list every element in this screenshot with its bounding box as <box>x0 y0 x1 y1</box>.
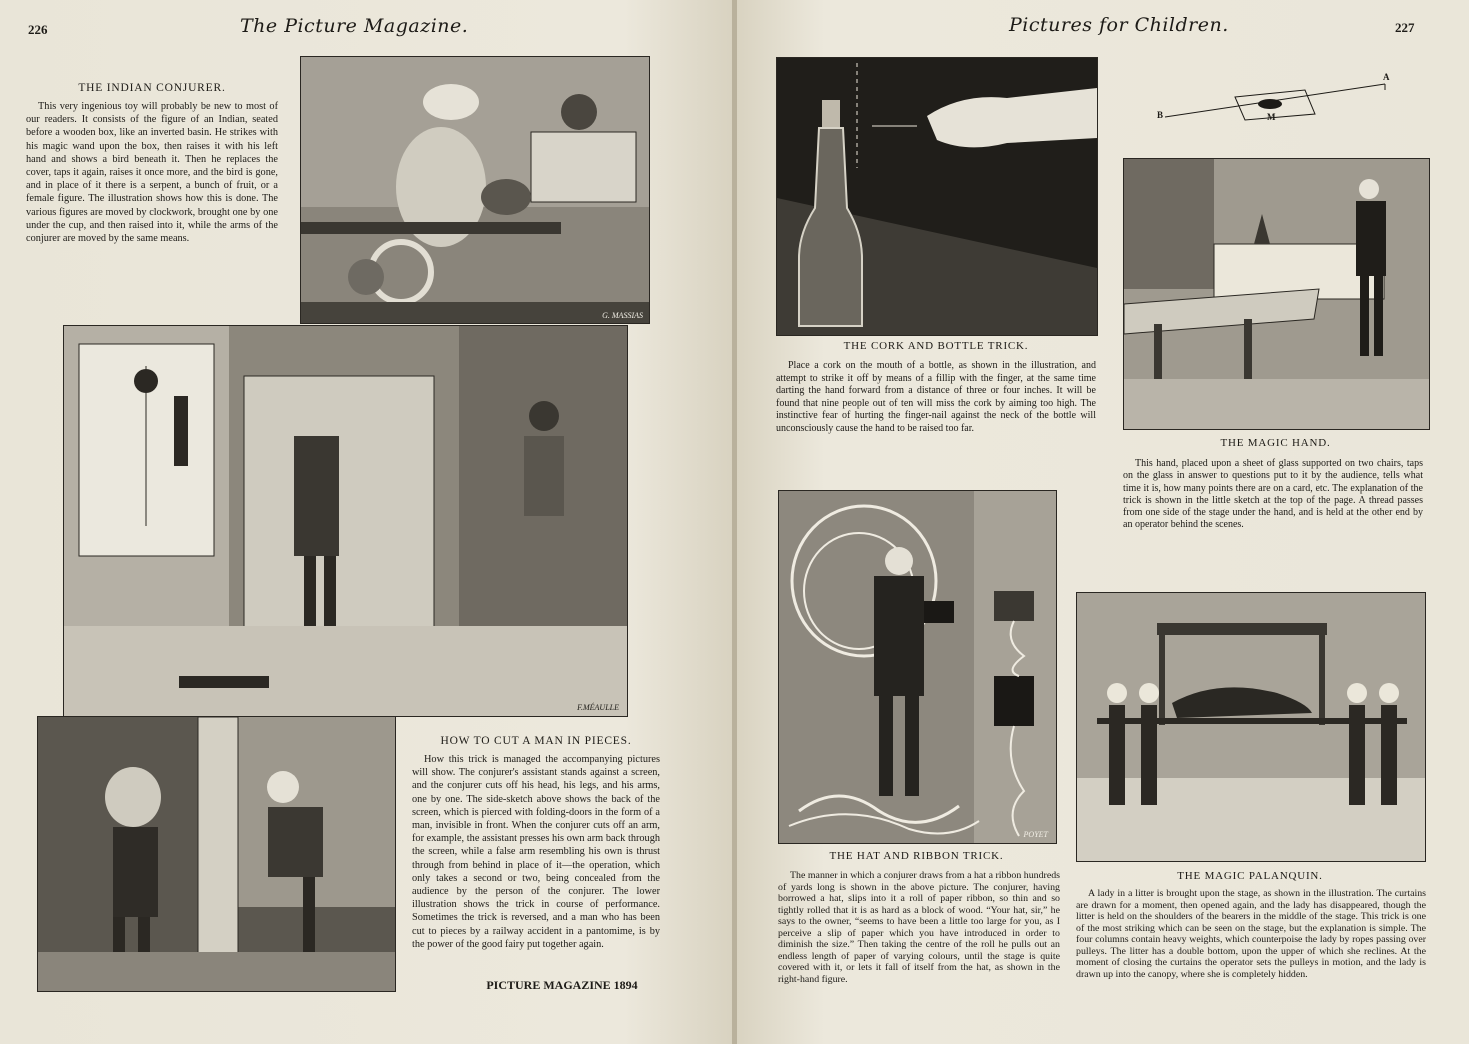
sketch-label-b: B <box>1157 110 1164 120</box>
right-page <box>737 0 1469 1044</box>
cut-man-heading: HOW TO CUT A MAN IN PIECES. <box>440 735 632 747</box>
performance-engraving <box>38 717 395 991</box>
cut-man-body: How this trick is managed the accompanying pictures will show. The conjurer's assistant stands against a screen, and the conjurer cuts off his head, his legs, and his arms, one by one. The side-sketch above shows the back of the screen, which is pierced with folding-doors in the form of a man, invisible in front. When the conjurer cuts off an arm, for example, the assistant presses his own arm back through the screen, while a false arm resembling his own is thrust through from behind in place of it—the operation, which only takes a second or two, being concealed from the audience by the person of the conjurer. The lower illustration shows the trick in course of performance. Sometimes the trick is reversed, and a man who has been cut to pieces by a railway accident in a pantomime, is by the power of the good fairy put together again. <box>412 754 660 950</box>
palanquin-caption: THE MAGIC PALANQUIN. <box>1177 870 1323 882</box>
sketch-label-m: M <box>1267 112 1276 122</box>
hat-ribbon-caption: THE HAT AND RIBBON TRICK. <box>829 850 1004 862</box>
cork-bottle-engraving <box>777 58 1097 335</box>
magic-hand-caption: THE MAGIC HAND. <box>1220 437 1331 449</box>
man-in-pieces-signature: F.MÉAULLE <box>577 703 619 712</box>
magic-hand-engraving <box>1124 159 1429 429</box>
cork-bottle-illustration <box>776 57 1098 336</box>
palanquin-engraving <box>1077 593 1425 861</box>
palanquin-body: A lady in a litter is brought upon the stage, as shown in the illustration. The curtains are drawn for a moment, then opened again, and the lady has disappeared, though the litter is held on the shoulders of the bearers in the middle of the stage. This trick is one of the most striking which can be seen on the stage, but the explanation is simple. The four columns contain heavy weights, which counterpoise the lady by ropes passing over pulleys. The litter has a double bottom, upon the upper of which she reclines. At the moment of closing the curtains the operator sets the pulleys in motion, and the lady is drawn up into the canopy, where she is completely hidden. <box>1076 888 1426 980</box>
indian-conjurer-heading: THE INDIAN CONJURER. <box>78 82 226 94</box>
magic-hand-illustration <box>1123 158 1430 430</box>
left-page-number: 226 <box>28 22 48 37</box>
sketch-label-a: A <box>1383 72 1390 82</box>
left-page <box>0 0 734 1044</box>
indian-conjurer-engraving <box>301 57 649 323</box>
right-page-number: 227 <box>1395 20 1415 35</box>
right-running-head: Pictures for Children. <box>1009 14 1229 36</box>
indian-conjurer-illustration <box>300 56 650 324</box>
cork-bottle-body: Place a cork on the mouth of a bottle, as shown in the illustration, and attempt to strike it off by means of a fillip with the finger, at the same time darting the hand forward from a distance of three or four inches. It will be found that nine people out of ten will miss the cork by aiming too high. The instinctive fear of hurting the finger-nail against the neck of the bottle will unconsciously cause the hand to be raised too far. <box>776 360 1096 434</box>
indian-conjurer-body: This very ingenious toy will probably be new to most of our readers. It consists of the figure of an Indian, seated before a wooden box, like an inverted basin. He strikes with his magic wand upon the box, then raises it with his left hand and shows a bird beneath it. Then he replaces the cover, taps it again, raises it once more, and the bird is gone, and in place of it there is a serpent, a bunch of fruit, or a female figure. The illustration shows how this is done. The various figures are moved by clockwork, brought one by one under the cup, and then raised into it, while the arms of the conjurer are moved by the same means. <box>26 101 278 245</box>
hat-ribbon-body: The manner in which a conjurer draws from a hat a ribbon hundreds of yards long is shown in the above picture. The conjurer, having borrowed a hat, slips into it a roll of paper ribbon, so thin and so tightly rolled that it is as hard as a block of wood. “Your hat, sir,” he says to the owner, “seems to have been a little too large for you, as I perceive a slip of paper which you have introduced in order to diminish the size.” Then taking the centre of the roll he pulls out an endless length of paper of varying colours, until the stage is quite covered with it, or lets it fall of itself from the hat, as shown in the right-hand figure. <box>778 870 1060 985</box>
man-in-pieces-illustration <box>63 325 628 717</box>
magic-hand-body: This hand, placed upon a sheet of glass supported on two chairs, taps on the glass in answer to questions put to it by the audience, tells what time it is, how many points there are on a card, etc. The explanation of the trick is shown in the little sketch at the top of the page. A thread passes from one side of the stage under the hand, and is held at the other end by an operator behind the scenes. <box>1123 458 1423 531</box>
man-in-pieces-engraving <box>64 326 627 716</box>
hat-ribbon-engraving <box>779 491 1056 843</box>
hat-ribbon-signature: POYET <box>1023 830 1048 839</box>
footer-note: PICTURE MAGAZINE 1894 <box>486 978 638 992</box>
hat-ribbon-illustration <box>778 490 1057 844</box>
performance-illustration <box>37 716 396 992</box>
conjurer-signature: G. MASSIAS <box>602 311 643 320</box>
magic-hand-sketch <box>1155 72 1395 127</box>
left-running-head: The Picture Magazine. <box>240 15 469 37</box>
palanquin-illustration <box>1076 592 1426 862</box>
cork-bottle-caption: THE CORK AND BOTTLE TRICK. <box>843 340 1029 352</box>
